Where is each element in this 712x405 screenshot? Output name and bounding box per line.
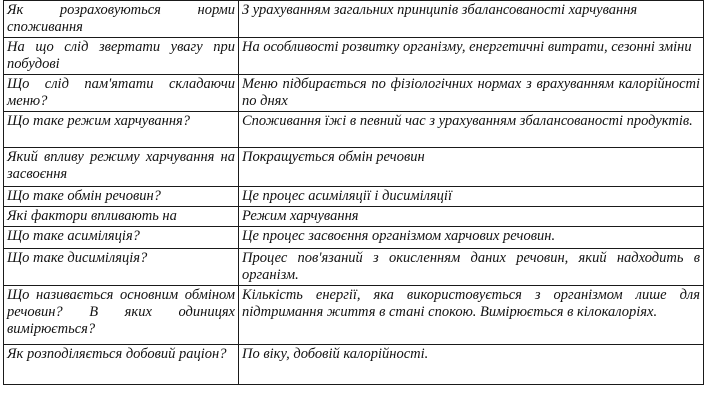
answer-cell: Кількість енергії, яка використовується з організмом лише для підтримання життя в стані спокою. Вимірюється в кілокалоріях. <box>239 286 704 345</box>
table-row <box>4 148 704 187</box>
question-cell: Які фактори впливають на <box>4 207 239 227</box>
answer-cell: На особливості розвитку організму, енергетичні витрати, сезонні зміни <box>239 38 704 75</box>
question-cell: Як розраховуються норми споживання <box>4 1 239 38</box>
answer-cell: Меню підбирається по фізіологічних нормах з врахуванням калорійності по днях <box>239 75 704 112</box>
question-cell: Що таке обмін речовин? <box>4 187 239 207</box>
answer-cell: Процес пов'язаний з окисленням даних речовин, який надходить в організм. <box>239 249 704 286</box>
qa-table <box>3 0 704 385</box>
answer-cell: Споживання їжі в певний час з урахуванням збалансованості продуктів. <box>239 112 704 148</box>
table-row <box>4 227 704 249</box>
answer-cell: По віку, добовій калорійності. <box>239 345 704 385</box>
table-row <box>4 345 704 385</box>
question-cell: На що слід звертати увагу при побудові <box>4 38 239 75</box>
question-cell: Як розподіляється добовий раціон? <box>4 345 239 385</box>
table-row <box>4 75 704 112</box>
answer-cell: Режим харчування <box>239 207 704 227</box>
table-row <box>4 187 704 207</box>
question-cell: Що слід пам'ятати складаючи меню? <box>4 75 239 112</box>
answer-cell: Покращується обмін речовин <box>239 148 704 187</box>
answer-cell: З урахуванням загальних принципів збалансованості харчування <box>239 1 704 38</box>
answer-cell: Це процес засвоєння організмом харчових речовин. <box>239 227 704 249</box>
question-cell: Що таке дисиміляція? <box>4 249 239 286</box>
table-row <box>4 207 704 227</box>
table-row <box>4 38 704 75</box>
answer-cell: Це процес асиміляції і дисиміляції <box>239 187 704 207</box>
table-row <box>4 1 704 38</box>
question-cell: Що називається основним обміном речовин? В яких одиницях вимірюється? <box>4 286 239 345</box>
table-row <box>4 249 704 286</box>
question-cell: Який впливу режиму харчування на засвоєння <box>4 148 239 187</box>
question-cell: Що таке режим харчування? <box>4 112 239 148</box>
table-row <box>4 286 704 345</box>
table-row <box>4 112 704 148</box>
question-cell: Що таке асиміляція? <box>4 227 239 249</box>
